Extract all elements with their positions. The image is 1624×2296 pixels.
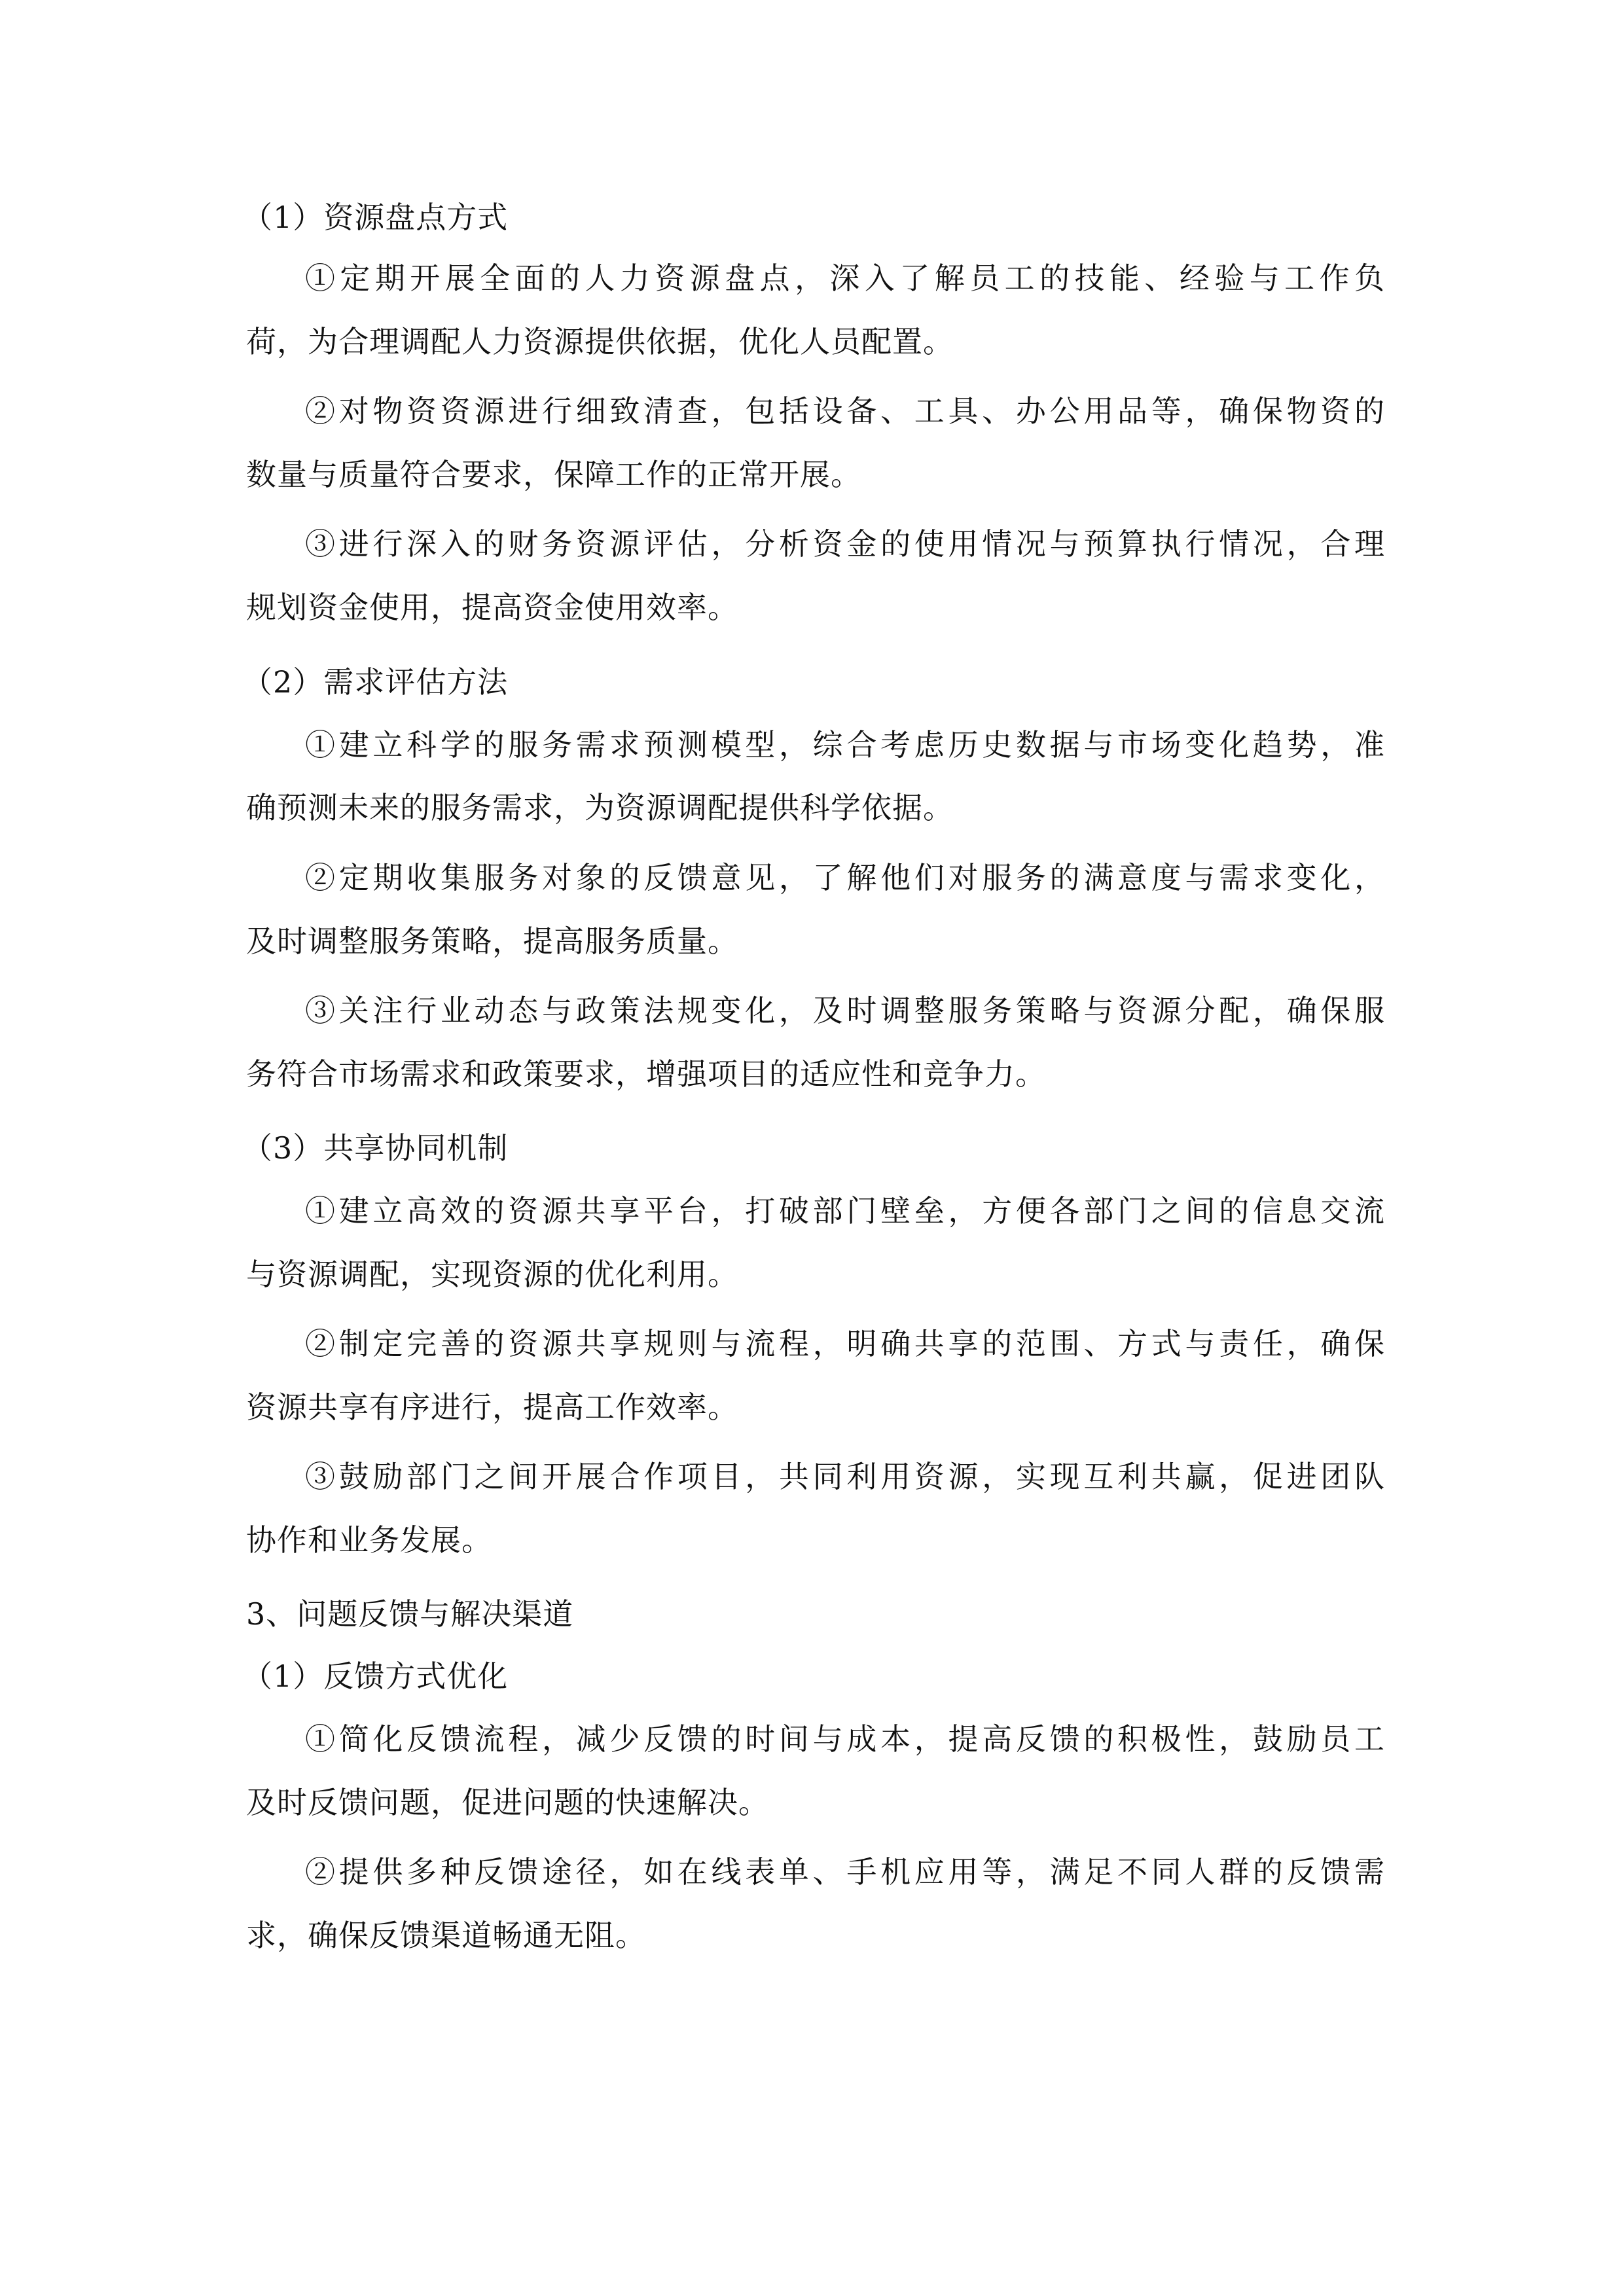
paragraph-line: 数量与质量符合要求，保障工作的正常开展。 [246,457,861,492]
paragraph-line: 资源共享有序进行，提高工作效率。 [246,1390,738,1425]
section-heading-shared-collaboration: （3）共享协同机制 [242,1130,509,1166]
paragraph-line: ①建立科学的服务需求预测模型，综合考虑历史数据与市场变化趋势，准 [305,727,1385,762]
paragraph-line: ①简化反馈流程，减少反馈的时间与成本，提高反馈的积极性，鼓励员工 [305,1721,1385,1757]
section-heading-resource-inventory: （1）资源盘点方式 [242,200,509,235]
paragraph-line: 及时反馈问题，促进问题的快速解决。 [246,1785,769,1820]
paragraph-line: 协作和业务发展。 [246,1522,492,1558]
paragraph-line: 求，确保反馈渠道畅通无阻。 [246,1918,646,1953]
paragraph-line: ①定期开展全面的人力资源盘点，深入了解员工的技能、经验与工作负 [305,260,1385,296]
section-heading-feedback-optimization: （1）反馈方式优化 [242,1659,509,1694]
paragraph-line: 荷，为合理调配人力资源提供依据，优化人员配置。 [246,324,954,359]
paragraph-line: ③鼓励部门之间开展合作项目，共同利用资源，实现互利共赢，促进团队 [305,1459,1385,1494]
paragraph-line: 确预测未来的服务需求，为资源调配提供科学依据。 [246,790,954,825]
paragraph-line: 与资源调配，实现资源的优化利用。 [246,1257,738,1292]
section-heading-demand-assessment: （2）需求评估方法 [242,664,509,700]
paragraph-line: 及时调整服务策略，提高服务质量。 [246,924,738,959]
paragraph-line: ②提供多种反馈途径，如在线表单、手机应用等，满足不同人群的反馈需 [305,1854,1385,1890]
paragraph-line: ③进行深入的财务资源评估，分析资金的使用情况与预算执行情况，合理 [305,526,1385,562]
paragraph-line: ①建立高效的资源共享平台，打破部门壁垒，方便各部门之间的信息交流 [305,1193,1385,1229]
paragraph-line: ③关注行业动态与政策法规变化，及时调整服务策略与资源分配，确保服 [305,993,1385,1028]
paragraph-line: 规划资金使用，提高资金使用效率。 [246,590,738,625]
chapter-heading-feedback-channels: 3、问题反馈与解决渠道 [246,1596,574,1632]
paragraph-line: ②制定完善的资源共享规则与流程，明确共享的范围、方式与责任，确保 [305,1326,1385,1361]
paragraph-line: 务符合市场需求和政策要求，增强项目的适应性和竞争力。 [246,1056,1046,1092]
paragraph-line: ②定期收集服务对象的反馈意见，了解他们对服务的满意度与需求变化， [305,860,1385,895]
paragraph-line: ②对物资资源进行细致清查，包括设备、工具、办公用品等，确保物资的 [305,393,1385,429]
